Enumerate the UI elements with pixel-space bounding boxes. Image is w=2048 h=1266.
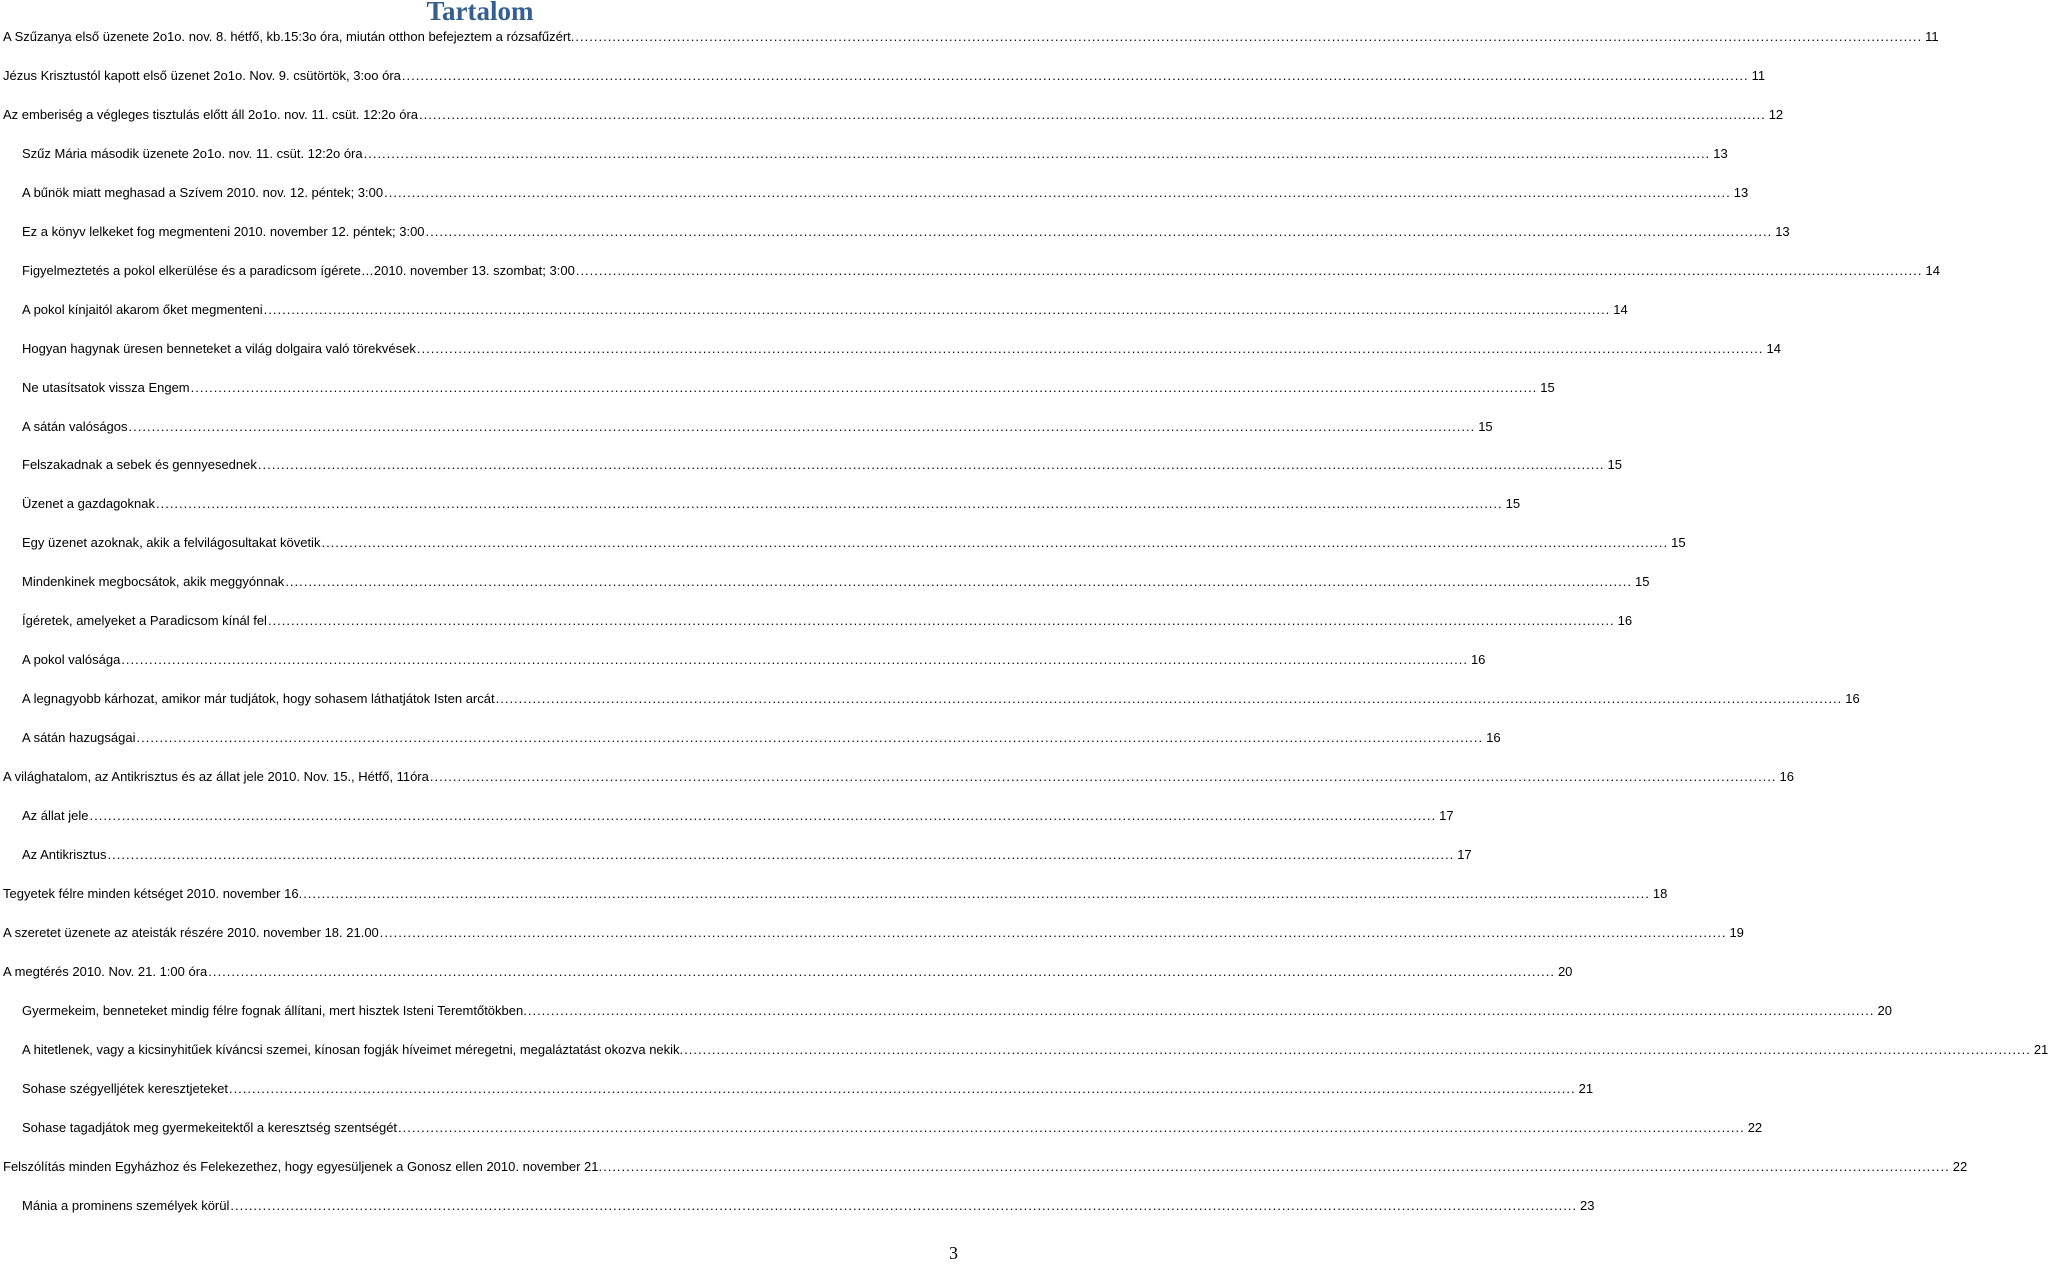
toc-entry[interactable]: [22, 378, 1555, 398]
toc-entry-page: 11: [1751, 67, 1766, 83]
toc-entry[interactable]: [22, 806, 1454, 826]
toc-entry-title: Szűz Mária második üzenete 2o1o. nov. 11. csüt. 12:2o óra: [22, 145, 363, 161]
toc-dot-leader: [426, 222, 1773, 242]
toc-entry[interactable]: [3, 66, 1766, 86]
toc-dot-leader: [364, 144, 1711, 164]
toc-dot-leader: [264, 300, 1611, 320]
toc-entry-page: 17: [1439, 808, 1454, 823]
toc-entry-title: Tegyetek félre minden kétséget 2010. november 16.: [3, 885, 303, 901]
toc-entry-title: Gyermekeim, benneteket mindig félre fognak állítani, mert hisztek Isteni Teremtőtökben.: [22, 1002, 527, 1018]
toc-entry-title: A szeretet üzenete az ateisták részére 2010. november 18. 21.00: [3, 924, 379, 940]
toc-entry-title: A világhatalom, az Antikrisztus és az állat jele 2010. Nov. 15., Hétfő, 11óra: [3, 769, 429, 785]
toc-entry-title: Üzenet a gazdagoknak: [22, 496, 155, 512]
toc-entry-title: A bűnök miatt meghasad a Szívem 2010. nov. 12. péntek; 3:00: [22, 184, 384, 200]
toc-entry[interactable]: [22, 533, 1686, 553]
toc-entry-title: Ne utasítsatok vissza Engem: [22, 379, 190, 395]
toc-entry[interactable]: [3, 962, 1573, 982]
toc-entry-page: 16: [1845, 691, 1860, 707]
toc-entry[interactable]: [22, 1118, 1763, 1138]
toc-entry[interactable]: [22, 261, 1940, 281]
toc-dot-leader: [129, 417, 1476, 437]
toc-entry[interactable]: [22, 183, 1749, 203]
toc-entry[interactable]: [22, 222, 1790, 242]
toc-dot-leader: [417, 339, 1764, 359]
toc-dot-leader: [398, 1118, 1745, 1138]
toc-entry[interactable]: [22, 494, 1521, 514]
toc-entry-page: 14: [1766, 340, 1781, 356]
toc-entry-page: 15: [1634, 574, 1650, 590]
toc-title: Tartalom: [426, 0, 534, 26]
toc-entry[interactable]: [22, 144, 1728, 164]
toc-entry-title: Ez a könyv lelkeket fog megmenteni 2010. november 12. péntek; 3:00: [22, 223, 425, 239]
toc-entry-title: Az Antikrisztus: [22, 846, 107, 862]
toc-entry-page: 16: [1470, 652, 1486, 668]
toc-dot-leader: [136, 728, 1483, 748]
toc-entry-title: A hitetlenek, vagy a kicsinyhitűek kíváncsi szemei, kínosan fogják híveimet méregetni, megaláztatást okozva nekik.: [22, 1041, 684, 1057]
page-number: 3: [949, 1243, 958, 1263]
toc-entry[interactable]: [22, 1196, 1595, 1216]
toc-entry-page: 15: [1505, 496, 1521, 512]
toc-dot-leader: [603, 1157, 1950, 1177]
toc-dot-leader: [321, 533, 1668, 553]
toc-entry-title: A megtérés 2010. Nov. 21. 1:00 óra: [3, 963, 208, 979]
toc-entry-page: 20: [1557, 963, 1573, 979]
toc-dot-leader: [380, 923, 1727, 943]
toc-dot-leader: [430, 767, 1777, 787]
toc-dot-leader: [258, 455, 1605, 475]
toc-entry-page: 17: [1457, 846, 1472, 862]
toc-entry-title: Sohase szégyelljétek keresztjeteket: [22, 1080, 228, 1096]
toc-entry-title: A pokol valósága: [22, 652, 121, 668]
toc-entry-title: Mindenkinek megbocsátok, akik meggyónnak: [22, 574, 285, 590]
toc-dot-leader: [402, 66, 1749, 86]
toc-entry-title: Az állat jele: [22, 808, 89, 823]
toc-entry[interactable]: [22, 300, 1628, 320]
toc-entry-page: 23: [1580, 1197, 1595, 1213]
toc-entry-title: A pokol kínjaitól akarom őket megmenteni: [22, 301, 263, 317]
toc-entry-page: 21: [1578, 1080, 1594, 1096]
toc-entry-title: Egy üzenet azoknak, akik a felvilágosultakat követik: [22, 535, 321, 551]
toc-dot-leader: [496, 689, 1843, 709]
toc-entry-page: 21: [2033, 1041, 2048, 1057]
toc-entry[interactable]: [22, 1079, 1594, 1099]
toc-entry-page: 22: [1952, 1158, 1968, 1174]
toc-entry-title: Figyelmeztetés a pokol elkerülése és a paradicsom ígérete…2010. november 13. szombat; 3:00: [22, 262, 575, 278]
toc-entry[interactable]: [22, 455, 1623, 475]
toc-entry[interactable]: [22, 1040, 2048, 1060]
toc-dot-leader: [229, 1079, 1576, 1099]
toc-dot-leader: [156, 494, 1503, 514]
toc-entry-page: 15: [1671, 535, 1686, 551]
toc-entry[interactable]: [3, 1157, 1968, 1177]
toc-entry-title: Az emberiség a végleges tisztulás előtt áll 2o1o. nov. 11. csüt. 12:2o óra: [3, 106, 419, 122]
toc-entry-page: 11: [1925, 29, 1939, 44]
toc-entry-title: A sátán valóságos: [22, 418, 128, 434]
toc-entry[interactable]: [22, 650, 1486, 670]
toc-entry[interactable]: [22, 728, 1501, 748]
toc-entry-page: 19: [1729, 924, 1744, 940]
toc-entry-title: Hogyan hagynak üresen benneteket a világ dolgaira való törekvések: [22, 340, 416, 356]
toc-entry-page: 20: [1877, 1002, 1892, 1018]
toc-entry[interactable]: [22, 339, 1781, 359]
toc-dot-leader: [89, 806, 1436, 826]
toc-entry-page: 22: [1747, 1119, 1763, 1135]
toc-entry[interactable]: [22, 845, 1472, 865]
toc-dot-leader: [303, 884, 1650, 904]
toc-dot-leader: [528, 1001, 1875, 1021]
toc-entry[interactable]: [3, 884, 1668, 904]
toc-entry[interactable]: [22, 1001, 1892, 1021]
toc-entry-page: 12: [1768, 106, 1784, 122]
toc-entry-page: 16: [1779, 769, 1794, 785]
toc-entry-title: A Szűzanya első üzenete 2o1o. nov. 8. hétfő, kb.15:3o óra, miután otthon befejeztem a rózsafűzért.: [3, 29, 575, 44]
toc-entry-page: 13: [1733, 184, 1749, 200]
toc-entry-title: Felszakadnak a sebek és gennyesednek: [22, 457, 257, 473]
toc-entry[interactable]: [22, 611, 1633, 631]
toc-dot-leader: [268, 611, 1615, 631]
toc-dot-leader: [384, 183, 1731, 203]
toc-entry-page: 16: [1486, 730, 1501, 746]
toc-entry-page: 14: [1925, 262, 1940, 278]
toc-dot-leader: [208, 962, 1555, 982]
toc-entry-page: 15: [1478, 418, 1493, 434]
toc-entry-page: 18: [1652, 885, 1668, 901]
toc-dot-leader: [285, 572, 1632, 592]
toc-entry[interactable]: [3, 923, 1744, 943]
toc-entry-page: 13: [1713, 145, 1728, 161]
toc-entry-page: 16: [1617, 613, 1633, 629]
toc-dot-leader: [121, 650, 1468, 670]
toc-entry-page: 15: [1540, 379, 1555, 395]
toc-dot-leader: [576, 261, 1923, 281]
toc-entry-title: Mánia a prominens személyek körül: [22, 1197, 230, 1213]
toc-dot-leader: [575, 27, 1922, 47]
toc-dot-leader: [191, 378, 1538, 398]
toc-entry-page: 14: [1613, 301, 1628, 317]
toc-dot-leader: [684, 1040, 2031, 1060]
toc-entry-page: 15: [1607, 457, 1623, 473]
toc-entry[interactable]: [3, 767, 1794, 787]
toc-dot-leader: [419, 105, 1766, 125]
toc-entry[interactable]: [22, 417, 1493, 437]
toc-entry-title: Felszólítás minden Egyházhoz és Felekezethez, hogy egyesüljenek a Gonosz ellen 2010. november 21.: [3, 1158, 603, 1174]
toc-entry-title: Sohase tagadjátok meg gyermekeitektől a keresztség szentségét: [22, 1119, 398, 1135]
toc-entry-page: 13: [1775, 223, 1790, 239]
toc-entry-title: Ígéretek, amelyeket a Paradicsom kínál fel: [22, 613, 267, 629]
toc-entry-title: Jézus Krisztustól kapott első üzenet 2o1o. Nov. 9. csütörtök, 3:oo óra: [3, 67, 401, 83]
toc-entry[interactable]: [3, 105, 1784, 125]
toc-dot-leader: [108, 845, 1455, 865]
toc-entry[interactable]: [3, 27, 1939, 47]
toc-entry[interactable]: [22, 572, 1650, 592]
toc-entry-title: A sátán hazugságai: [22, 730, 136, 746]
toc-dot-leader: [230, 1196, 1577, 1216]
toc-entry-title: A legnagyobb kárhozat, amikor már tudjátok, hogy sohasem láthatjátok Isten arcát: [22, 691, 495, 707]
toc-entry[interactable]: [22, 689, 1860, 709]
